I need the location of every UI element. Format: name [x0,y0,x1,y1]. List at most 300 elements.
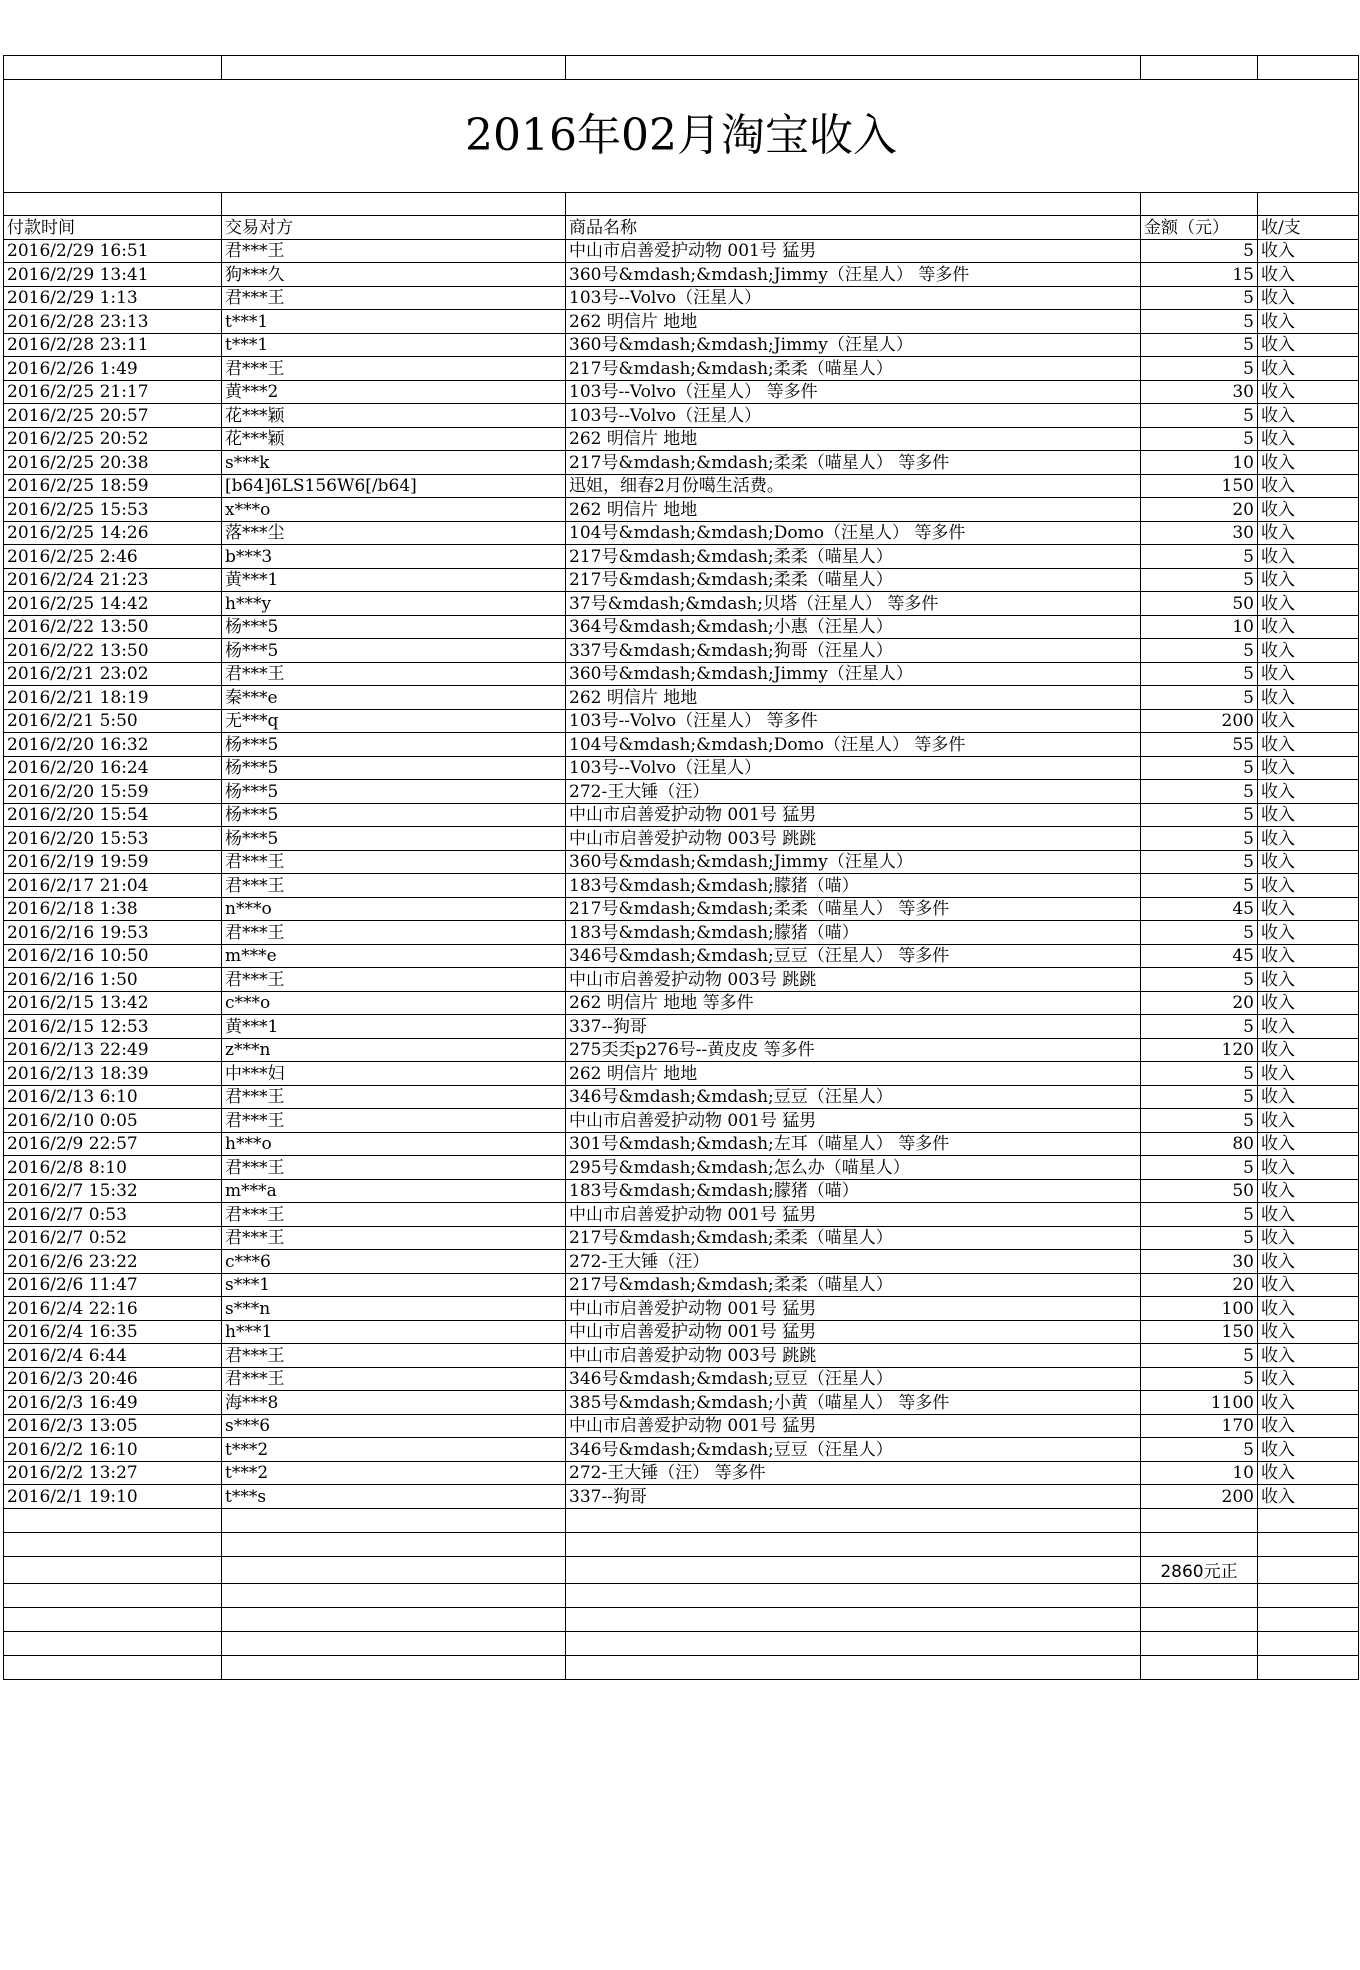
income-expense-cell[interactable]: 收入 [1258,944,1359,968]
amount-cell[interactable]: 5 [1141,1015,1258,1039]
amount-cell[interactable]: 5 [1141,850,1258,874]
counterparty-cell[interactable]: 海***8 [222,1391,566,1415]
counterparty-cell[interactable]: 君***王 [222,1156,566,1180]
payment-time-cell[interactable]: 2016/2/1 19:10 [4,1485,222,1509]
product-name-cell[interactable]: 262 明信片 地地 [566,310,1141,334]
payment-time-cell[interactable]: 2016/2/4 22:16 [4,1297,222,1321]
amount-cell[interactable]: 20 [1141,498,1258,522]
income-expense-cell[interactable]: 收入 [1258,686,1359,710]
counterparty-cell[interactable]: z***n [222,1038,566,1062]
amount-cell[interactable]: 5 [1141,874,1258,898]
amount-cell[interactable]: 30 [1141,1250,1258,1274]
counterparty-cell[interactable]: c***o [222,991,566,1015]
income-expense-cell[interactable]: 收入 [1258,1461,1359,1485]
empty-cell[interactable] [1258,1607,1359,1631]
counterparty-cell[interactable]: 君***王 [222,1203,566,1227]
product-name-cell[interactable]: 217号&mdash;&mdash;柔柔（喵星人） [566,1226,1141,1250]
empty-cell[interactable] [1141,192,1258,216]
payment-time-cell[interactable]: 2016/2/21 5:50 [4,709,222,733]
counterparty-cell[interactable]: m***e [222,944,566,968]
payment-time-cell[interactable]: 2016/2/13 6:10 [4,1085,222,1109]
empty-cell[interactable] [1141,1655,1258,1679]
empty-cell[interactable] [566,1607,1141,1631]
counterparty-cell[interactable]: 花***颖 [222,427,566,451]
empty-cell[interactable] [566,1631,1141,1655]
income-expense-cell[interactable]: 收入 [1258,521,1359,545]
counterparty-cell[interactable]: s***n [222,1297,566,1321]
counterparty-cell[interactable]: s***k [222,451,566,475]
counterparty-cell[interactable]: 君***王 [222,357,566,381]
payment-time-cell[interactable]: 2016/2/16 1:50 [4,968,222,992]
income-expense-cell[interactable]: 收入 [1258,874,1359,898]
income-expense-cell[interactable]: 收入 [1258,1344,1359,1368]
income-expense-cell[interactable]: 收入 [1258,380,1359,404]
counterparty-cell[interactable]: 黄***1 [222,1015,566,1039]
product-name-cell[interactable]: 中山市启善爱护动物 003号 跳跳 [566,968,1141,992]
product-name-cell[interactable]: 103号--Volvo（汪星人） [566,286,1141,310]
amount-cell[interactable]: 15 [1141,263,1258,287]
income-expense-cell[interactable]: 收入 [1258,1132,1359,1156]
payment-time-cell[interactable]: 2016/2/6 23:22 [4,1250,222,1274]
amount-cell[interactable]: 5 [1141,1109,1258,1133]
counterparty-cell[interactable]: 君***王 [222,1367,566,1391]
amount-cell[interactable]: 20 [1141,1273,1258,1297]
total-amount[interactable]: 2860元正 [1141,1556,1258,1583]
payment-time-cell[interactable]: 2016/2/13 18:39 [4,1062,222,1086]
payment-time-cell[interactable]: 2016/2/16 19:53 [4,921,222,945]
counterparty-cell[interactable]: [b64]6LS156W6[/b64] [222,474,566,498]
empty-cell[interactable] [566,1532,1141,1556]
product-name-cell[interactable]: 迅姐，细春2月份噶生活费。 [566,474,1141,498]
income-expense-cell[interactable]: 收入 [1258,1297,1359,1321]
product-name-cell[interactable]: 337--狗哥 [566,1015,1141,1039]
product-name-cell[interactable]: 262 明信片 地地 [566,498,1141,522]
counterparty-cell[interactable]: 君***王 [222,1085,566,1109]
counterparty-cell[interactable]: 狗***久 [222,263,566,287]
income-expense-cell[interactable]: 收入 [1258,780,1359,804]
payment-time-cell[interactable]: 2016/2/16 10:50 [4,944,222,968]
empty-cell[interactable] [566,1583,1141,1607]
amount-cell[interactable]: 50 [1141,592,1258,616]
counterparty-cell[interactable]: t***1 [222,310,566,334]
empty-cell[interactable] [1141,1607,1258,1631]
amount-cell[interactable]: 5 [1141,1203,1258,1227]
counterparty-cell[interactable]: 中***妇 [222,1062,566,1086]
empty-cell[interactable] [1141,1631,1258,1655]
payment-time-cell[interactable]: 2016/2/25 15:53 [4,498,222,522]
empty-cell[interactable] [4,1508,222,1532]
payment-time-cell[interactable]: 2016/2/6 11:47 [4,1273,222,1297]
product-name-cell[interactable]: 262 明信片 地地 [566,1062,1141,1086]
product-name-cell[interactable]: 272-王大锤（汪） [566,780,1141,804]
empty-cell[interactable] [4,1556,222,1583]
payment-time-cell[interactable]: 2016/2/3 16:49 [4,1391,222,1415]
payment-time-cell[interactable]: 2016/2/8 8:10 [4,1156,222,1180]
amount-cell[interactable]: 20 [1141,991,1258,1015]
amount-cell[interactable]: 150 [1141,1320,1258,1344]
income-expense-cell[interactable]: 收入 [1258,1250,1359,1274]
product-name-cell[interactable]: 346号&mdash;&mdash;豆豆（汪星人） [566,1367,1141,1391]
product-name-cell[interactable]: 中山市启善爱护动物 001号 猛男 [566,1109,1141,1133]
counterparty-cell[interactable]: 君***王 [222,1226,566,1250]
counterparty-cell[interactable]: h***y [222,592,566,616]
income-expense-cell[interactable]: 收入 [1258,1320,1359,1344]
amount-cell[interactable]: 5 [1141,662,1258,686]
payment-time-cell[interactable]: 2016/2/7 15:32 [4,1179,222,1203]
payment-time-cell[interactable]: 2016/2/25 18:59 [4,474,222,498]
product-name-cell[interactable]: 183号&mdash;&mdash;朦猪（喵） [566,1179,1141,1203]
amount-cell[interactable]: 200 [1141,709,1258,733]
product-name-cell[interactable]: 中山市启善爱护动物 001号 猛男 [566,1203,1141,1227]
income-expense-cell[interactable]: 收入 [1258,1226,1359,1250]
amount-cell[interactable]: 50 [1141,1179,1258,1203]
empty-cell[interactable] [4,1655,222,1679]
counterparty-cell[interactable]: c***6 [222,1250,566,1274]
amount-cell[interactable]: 120 [1141,1038,1258,1062]
amount-cell[interactable]: 5 [1141,1226,1258,1250]
income-expense-cell[interactable]: 收入 [1258,968,1359,992]
payment-time-cell[interactable]: 2016/2/9 22:57 [4,1132,222,1156]
payment-time-cell[interactable]: 2016/2/7 0:53 [4,1203,222,1227]
amount-cell[interactable]: 55 [1141,733,1258,757]
income-expense-cell[interactable]: 收入 [1258,1414,1359,1438]
product-name-cell[interactable]: 中山市启善爱护动物 003号 跳跳 [566,1344,1141,1368]
amount-cell[interactable]: 5 [1141,1062,1258,1086]
product-name-cell[interactable]: 183号&mdash;&mdash;朦猪（喵） [566,874,1141,898]
income-expense-cell[interactable]: 收入 [1258,474,1359,498]
product-name-cell[interactable]: 346号&mdash;&mdash;豆豆（汪星人） [566,1438,1141,1462]
empty-cell[interactable] [222,1607,566,1631]
product-name-cell[interactable]: 217号&mdash;&mdash;柔柔（喵星人） [566,545,1141,569]
counterparty-cell[interactable]: t***2 [222,1461,566,1485]
income-expense-cell[interactable]: 收入 [1258,639,1359,663]
income-expense-cell[interactable]: 收入 [1258,1179,1359,1203]
product-name-cell[interactable]: 275奀奀p276号--黄皮皮 等多件 [566,1038,1141,1062]
product-name-cell[interactable]: 103号--Volvo（汪星人） [566,404,1141,428]
income-expense-cell[interactable]: 收入 [1258,1485,1359,1509]
payment-time-cell[interactable]: 2016/2/29 16:51 [4,239,222,263]
counterparty-cell[interactable]: 杨***5 [222,827,566,851]
amount-cell[interactable]: 170 [1141,1414,1258,1438]
income-expense-cell[interactable]: 收入 [1258,709,1359,733]
empty-cell[interactable] [1258,1655,1359,1679]
payment-time-cell[interactable]: 2016/2/2 16:10 [4,1438,222,1462]
income-expense-cell[interactable]: 收入 [1258,1038,1359,1062]
payment-time-cell[interactable]: 2016/2/25 14:26 [4,521,222,545]
amount-cell[interactable]: 5 [1141,1438,1258,1462]
product-name-cell[interactable]: 385号&mdash;&mdash;小黄（喵星人） 等多件 [566,1391,1141,1415]
sheet-title[interactable]: 2016年02月淘宝收入 [4,79,1359,192]
product-name-cell[interactable]: 217号&mdash;&mdash;柔柔（喵星人） [566,568,1141,592]
payment-time-cell[interactable]: 2016/2/25 20:52 [4,427,222,451]
counterparty-cell[interactable]: 君***王 [222,968,566,992]
amount-cell[interactable]: 5 [1141,827,1258,851]
product-name-cell[interactable]: 360号&mdash;&mdash;Jimmy（汪星人） [566,333,1141,357]
payment-time-cell[interactable]: 2016/2/20 15:54 [4,803,222,827]
counterparty-cell[interactable]: 君***王 [222,662,566,686]
income-expense-cell[interactable]: 收入 [1258,827,1359,851]
amount-cell[interactable]: 80 [1141,1132,1258,1156]
empty-cell[interactable] [1141,1508,1258,1532]
product-name-cell[interactable]: 217号&mdash;&mdash;柔柔（喵星人） 等多件 [566,451,1141,475]
product-name-cell[interactable]: 103号--Volvo（汪星人） 等多件 [566,709,1141,733]
payment-time-cell[interactable]: 2016/2/20 16:24 [4,756,222,780]
income-expense-cell[interactable]: 收入 [1258,1203,1359,1227]
product-name-cell[interactable]: 中山市启善爱护动物 001号 猛男 [566,1297,1141,1321]
product-name-cell[interactable]: 中山市启善爱护动物 001号 猛男 [566,239,1141,263]
amount-cell[interactable]: 5 [1141,357,1258,381]
income-expense-cell[interactable]: 收入 [1258,756,1359,780]
payment-time-cell[interactable]: 2016/2/22 13:50 [4,639,222,663]
product-name-cell[interactable]: 中山市启善爱护动物 003号 跳跳 [566,827,1141,851]
empty-cell[interactable] [222,192,566,216]
product-name-cell[interactable]: 272-王大锤（汪） 等多件 [566,1461,1141,1485]
amount-cell[interactable]: 5 [1141,1085,1258,1109]
counterparty-cell[interactable]: t***s [222,1485,566,1509]
product-name-cell[interactable]: 262 明信片 地地 等多件 [566,991,1141,1015]
income-expense-cell[interactable]: 收入 [1258,286,1359,310]
counterparty-cell[interactable]: t***1 [222,333,566,357]
counterparty-cell[interactable]: 君***王 [222,239,566,263]
payment-time-cell[interactable]: 2016/2/28 23:11 [4,333,222,357]
payment-time-cell[interactable]: 2016/2/7 0:52 [4,1226,222,1250]
empty-cell[interactable] [222,1508,566,1532]
product-name-cell[interactable]: 364号&mdash;&mdash;小惠（汪星人） [566,615,1141,639]
product-name-cell[interactable]: 337号&mdash;&mdash;狗哥（汪星人） [566,639,1141,663]
amount-cell[interactable]: 5 [1141,404,1258,428]
income-expense-cell[interactable]: 收入 [1258,545,1359,569]
empty-cell[interactable] [4,192,222,216]
amount-cell[interactable]: 5 [1141,239,1258,263]
counterparty-cell[interactable]: h***1 [222,1320,566,1344]
empty-cell[interactable] [4,56,222,80]
empty-cell[interactable] [566,192,1141,216]
product-name-cell[interactable]: 103号--Volvo（汪星人） 等多件 [566,380,1141,404]
empty-cell[interactable] [566,1655,1141,1679]
product-name-cell[interactable]: 217号&mdash;&mdash;柔柔（喵星人） [566,1273,1141,1297]
amount-cell[interactable]: 5 [1141,310,1258,334]
payment-time-cell[interactable]: 2016/2/25 14:42 [4,592,222,616]
counterparty-cell[interactable]: m***a [222,1179,566,1203]
counterparty-cell[interactable]: h***o [222,1132,566,1156]
amount-cell[interactable]: 100 [1141,1297,1258,1321]
income-expense-cell[interactable]: 收入 [1258,1085,1359,1109]
counterparty-cell[interactable]: b***3 [222,545,566,569]
income-expense-cell[interactable]: 收入 [1258,239,1359,263]
amount-cell[interactable]: 10 [1141,615,1258,639]
empty-cell[interactable] [4,1607,222,1631]
income-expense-cell[interactable]: 收入 [1258,310,1359,334]
amount-cell[interactable]: 5 [1141,780,1258,804]
counterparty-cell[interactable]: 君***王 [222,286,566,310]
counterparty-cell[interactable]: 杨***5 [222,756,566,780]
payment-time-cell[interactable]: 2016/2/17 21:04 [4,874,222,898]
payment-time-cell[interactable]: 2016/2/29 1:13 [4,286,222,310]
counterparty-cell[interactable]: 君***王 [222,1109,566,1133]
income-expense-cell[interactable]: 收入 [1258,333,1359,357]
income-expense-cell[interactable]: 收入 [1258,897,1359,921]
payment-time-cell[interactable]: 2016/2/25 20:57 [4,404,222,428]
income-expense-cell[interactable]: 收入 [1258,404,1359,428]
empty-cell[interactable] [1258,56,1359,80]
income-expense-cell[interactable]: 收入 [1258,1156,1359,1180]
amount-cell[interactable]: 10 [1141,1461,1258,1485]
header-counterparty[interactable]: 交易对方 [222,216,566,240]
amount-cell[interactable]: 5 [1141,686,1258,710]
empty-cell[interactable] [222,1631,566,1655]
payment-time-cell[interactable]: 2016/2/15 12:53 [4,1015,222,1039]
payment-time-cell[interactable]: 2016/2/3 13:05 [4,1414,222,1438]
product-name-cell[interactable]: 360号&mdash;&mdash;Jimmy（汪星人） 等多件 [566,263,1141,287]
income-expense-cell[interactable]: 收入 [1258,592,1359,616]
header-payment-time[interactable]: 付款时间 [4,216,222,240]
product-name-cell[interactable]: 346号&mdash;&mdash;豆豆（汪星人） 等多件 [566,944,1141,968]
counterparty-cell[interactable]: s***6 [222,1414,566,1438]
product-name-cell[interactable]: 346号&mdash;&mdash;豆豆（汪星人） [566,1085,1141,1109]
amount-cell[interactable]: 5 [1141,639,1258,663]
income-expense-cell[interactable]: 收入 [1258,850,1359,874]
amount-cell[interactable]: 1100 [1141,1391,1258,1415]
counterparty-cell[interactable]: 杨***5 [222,803,566,827]
amount-cell[interactable]: 45 [1141,897,1258,921]
income-expense-cell[interactable]: 收入 [1258,451,1359,475]
counterparty-cell[interactable]: 无***q [222,709,566,733]
product-name-cell[interactable]: 37号&mdash;&mdash;贝塔（汪星人） 等多件 [566,592,1141,616]
empty-cell[interactable] [222,1583,566,1607]
payment-time-cell[interactable]: 2016/2/18 1:38 [4,897,222,921]
amount-cell[interactable]: 5 [1141,968,1258,992]
income-expense-cell[interactable]: 收入 [1258,991,1359,1015]
payment-time-cell[interactable]: 2016/2/4 6:44 [4,1344,222,1368]
income-expense-cell[interactable]: 收入 [1258,803,1359,827]
empty-cell[interactable] [566,1508,1141,1532]
empty-cell[interactable] [1141,56,1258,80]
counterparty-cell[interactable]: x***o [222,498,566,522]
payment-time-cell[interactable]: 2016/2/13 22:49 [4,1038,222,1062]
income-expense-cell[interactable]: 收入 [1258,427,1359,451]
product-name-cell[interactable]: 217号&mdash;&mdash;柔柔（喵星人） [566,357,1141,381]
income-expense-cell[interactable]: 收入 [1258,733,1359,757]
product-name-cell[interactable]: 272-王大锤（汪） [566,1250,1141,1274]
empty-cell[interactable] [222,1655,566,1679]
amount-cell[interactable]: 5 [1141,1156,1258,1180]
counterparty-cell[interactable]: 君***王 [222,921,566,945]
income-expense-cell[interactable]: 收入 [1258,615,1359,639]
empty-cell[interactable] [1258,1508,1359,1532]
counterparty-cell[interactable]: t***2 [222,1438,566,1462]
empty-cell[interactable] [1258,192,1359,216]
header-income-expense[interactable]: 收/支 [1258,216,1359,240]
payment-time-cell[interactable]: 2016/2/25 20:38 [4,451,222,475]
product-name-cell[interactable]: 295号&mdash;&mdash;怎么办（喵星人） [566,1156,1141,1180]
amount-cell[interactable]: 5 [1141,568,1258,592]
counterparty-cell[interactable]: 花***颖 [222,404,566,428]
product-name-cell[interactable]: 104号&mdash;&mdash;Domo（汪星人） 等多件 [566,733,1141,757]
product-name-cell[interactable]: 360号&mdash;&mdash;Jimmy（汪星人） [566,850,1141,874]
counterparty-cell[interactable]: 君***王 [222,1344,566,1368]
income-expense-cell[interactable]: 收入 [1258,1438,1359,1462]
counterparty-cell[interactable]: 黄***2 [222,380,566,404]
amount-cell[interactable]: 10 [1141,451,1258,475]
payment-time-cell[interactable]: 2016/2/2 13:27 [4,1461,222,1485]
product-name-cell[interactable]: 217号&mdash;&mdash;柔柔（喵星人） 等多件 [566,897,1141,921]
amount-cell[interactable]: 150 [1141,474,1258,498]
empty-cell[interactable] [1258,1532,1359,1556]
empty-cell[interactable] [222,1556,566,1583]
payment-time-cell[interactable]: 2016/2/22 13:50 [4,615,222,639]
empty-cell[interactable] [222,1532,566,1556]
product-name-cell[interactable]: 337--狗哥 [566,1485,1141,1509]
income-expense-cell[interactable]: 收入 [1258,357,1359,381]
empty-cell[interactable] [1141,1583,1258,1607]
income-expense-cell[interactable]: 收入 [1258,1109,1359,1133]
counterparty-cell[interactable]: 杨***5 [222,780,566,804]
counterparty-cell[interactable]: 杨***5 [222,615,566,639]
counterparty-cell[interactable]: 杨***5 [222,733,566,757]
amount-cell[interactable]: 5 [1141,803,1258,827]
product-name-cell[interactable]: 中山市启善爱护动物 001号 猛男 [566,1414,1141,1438]
amount-cell[interactable]: 5 [1141,427,1258,451]
product-name-cell[interactable]: 262 明信片 地地 [566,686,1141,710]
header-amount[interactable]: 金额（元） [1141,216,1258,240]
empty-cell[interactable] [222,56,566,80]
amount-cell[interactable]: 5 [1141,921,1258,945]
counterparty-cell[interactable]: 落***尘 [222,521,566,545]
product-name-cell[interactable]: 183号&mdash;&mdash;朦猪（喵） [566,921,1141,945]
payment-time-cell[interactable]: 2016/2/10 0:05 [4,1109,222,1133]
amount-cell[interactable]: 5 [1141,756,1258,780]
product-name-cell[interactable]: 104号&mdash;&mdash;Domo（汪星人） 等多件 [566,521,1141,545]
counterparty-cell[interactable]: 黄***1 [222,568,566,592]
payment-time-cell[interactable]: 2016/2/24 21:23 [4,568,222,592]
amount-cell[interactable]: 5 [1141,545,1258,569]
empty-cell[interactable] [566,1556,1141,1583]
income-expense-cell[interactable]: 收入 [1258,498,1359,522]
counterparty-cell[interactable]: n***o [222,897,566,921]
empty-cell[interactable] [1141,1532,1258,1556]
income-expense-cell[interactable]: 收入 [1258,662,1359,686]
counterparty-cell[interactable]: 君***王 [222,850,566,874]
amount-cell[interactable]: 30 [1141,521,1258,545]
empty-cell[interactable] [4,1532,222,1556]
amount-cell[interactable]: 5 [1141,1367,1258,1391]
payment-time-cell[interactable]: 2016/2/26 1:49 [4,357,222,381]
empty-cell[interactable] [566,56,1141,80]
payment-time-cell[interactable]: 2016/2/20 15:59 [4,780,222,804]
amount-cell[interactable]: 200 [1141,1485,1258,1509]
counterparty-cell[interactable]: s***1 [222,1273,566,1297]
counterparty-cell[interactable]: 杨***5 [222,639,566,663]
payment-time-cell[interactable]: 2016/2/20 15:53 [4,827,222,851]
payment-time-cell[interactable]: 2016/2/3 20:46 [4,1367,222,1391]
payment-time-cell[interactable]: 2016/2/25 21:17 [4,380,222,404]
product-name-cell[interactable]: 301号&mdash;&mdash;左耳（喵星人） 等多件 [566,1132,1141,1156]
header-product-name[interactable]: 商品名称 [566,216,1141,240]
income-expense-cell[interactable]: 收入 [1258,1391,1359,1415]
empty-cell[interactable] [4,1583,222,1607]
amount-cell[interactable]: 5 [1141,1344,1258,1368]
payment-time-cell[interactable]: 2016/2/25 2:46 [4,545,222,569]
payment-time-cell[interactable]: 2016/2/21 23:02 [4,662,222,686]
amount-cell[interactable]: 5 [1141,333,1258,357]
empty-cell[interactable] [4,1631,222,1655]
amount-cell[interactable]: 30 [1141,380,1258,404]
payment-time-cell[interactable]: 2016/2/4 16:35 [4,1320,222,1344]
amount-cell[interactable]: 45 [1141,944,1258,968]
income-expense-cell[interactable]: 收入 [1258,568,1359,592]
income-expense-cell[interactable]: 收入 [1258,921,1359,945]
counterparty-cell[interactable]: 秦***e [222,686,566,710]
